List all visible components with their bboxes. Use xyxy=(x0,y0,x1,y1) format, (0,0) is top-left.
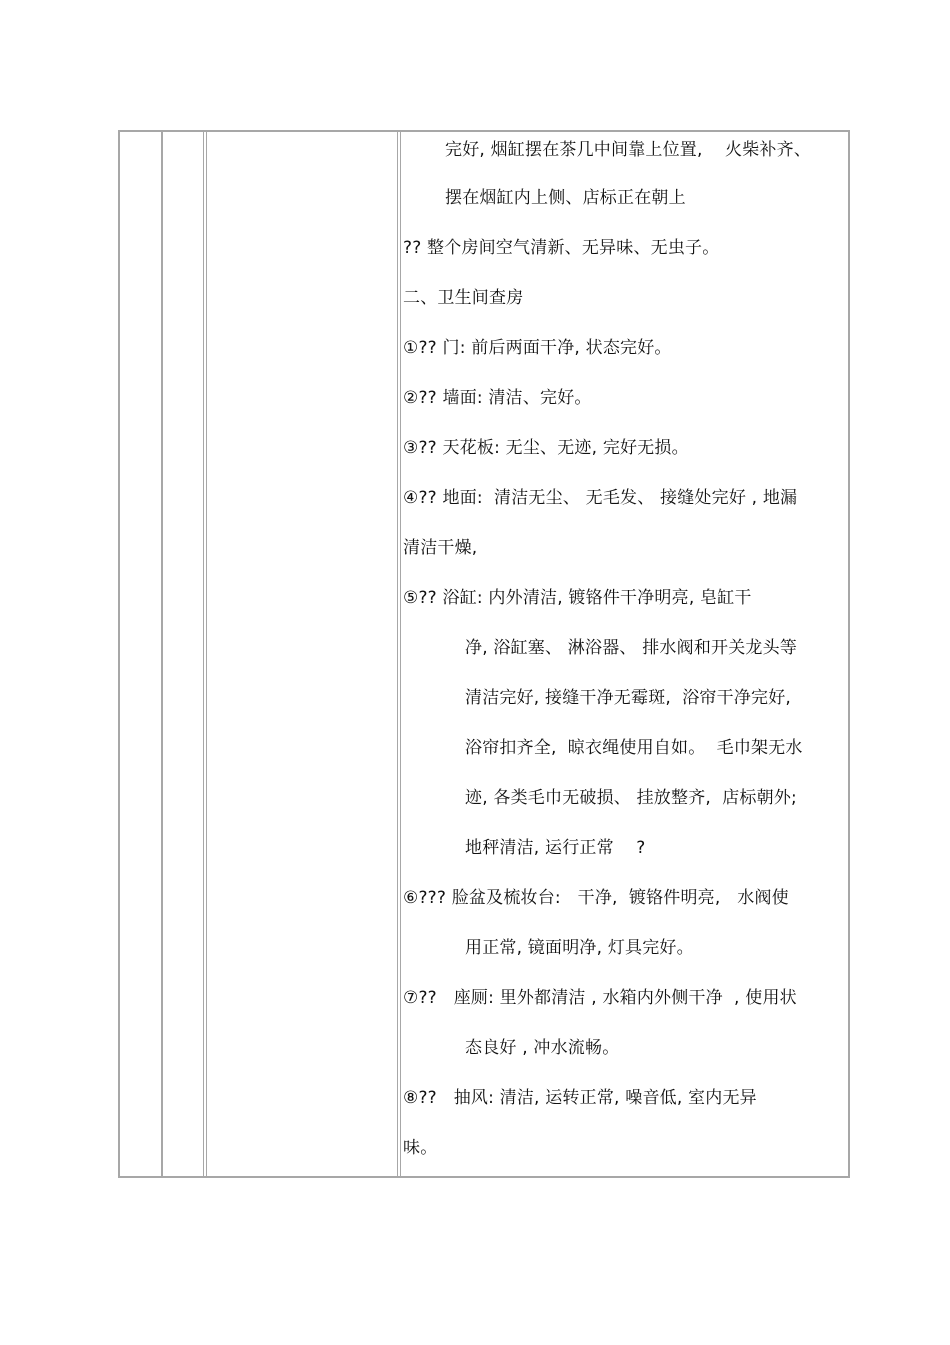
text-line: ④?? 地面: 清洁无尘、 无毛发、 接缝处完好 , 地漏 xyxy=(403,488,798,508)
inspection-table xyxy=(118,130,850,1178)
text-line: 地秤清洁, 运行正常 ? xyxy=(465,838,646,858)
text-line: 态良好 , 冲水流畅。 xyxy=(465,1038,620,1058)
text-line: 二、卫生间查房 xyxy=(403,288,524,308)
text-line: 迹, 各类毛巾无破损、 挂放整齐, 店标朝外; xyxy=(465,788,797,808)
text-line: 清洁干燥, xyxy=(403,538,478,558)
text-line: 摆在烟缸内上侧、店标正在朝上 xyxy=(445,188,686,208)
text-line: 清洁完好, 接缝干净无霉斑, 浴帘干净完好, xyxy=(465,688,792,708)
text-line: ③?? 天花板: 无尘、无迹, 完好无损。 xyxy=(403,438,689,458)
content-cell xyxy=(403,132,848,1176)
text-line: 味。 xyxy=(403,1138,438,1158)
text-line: 净, 浴缸塞、 淋浴器、 排水阀和开关龙头等 xyxy=(465,638,798,658)
column-divider-3 xyxy=(397,132,401,1176)
text-line: ⑤?? 浴缸: 内外清洁, 镀铬件干净明亮, 皂缸干 xyxy=(403,588,752,608)
column-divider-1 xyxy=(161,132,163,1176)
text-line: 用正常, 镜面明净, 灯具完好。 xyxy=(465,938,694,958)
text-line: ①?? 门: 前后两面干净, 状态完好。 xyxy=(403,338,672,358)
text-line: ⑦?? 座厕: 里外都清洁 , 水箱内外侧干净 , 使用状 xyxy=(403,988,797,1008)
column-divider-2 xyxy=(203,132,207,1176)
text-line: 完好, 烟缸摆在茶几中间靠上位置, 火柴补齐、 xyxy=(445,140,812,160)
text-line: 浴帘扣齐全, 晾衣绳使用自如。 毛巾架无水 xyxy=(465,738,803,758)
text-line: ⑥??? 脸盆及梳妆台: 干净, 镀铬件明亮, 水阀使 xyxy=(403,888,789,908)
text-line: ?? 整个房间空气清新、无异味、无虫子。 xyxy=(403,238,720,258)
text-line: ⑧?? 抽风: 清洁, 运转正常, 噪音低, 室内无异 xyxy=(403,1088,757,1108)
text-line: ②?? 墙面: 清洁、完好。 xyxy=(403,388,592,408)
